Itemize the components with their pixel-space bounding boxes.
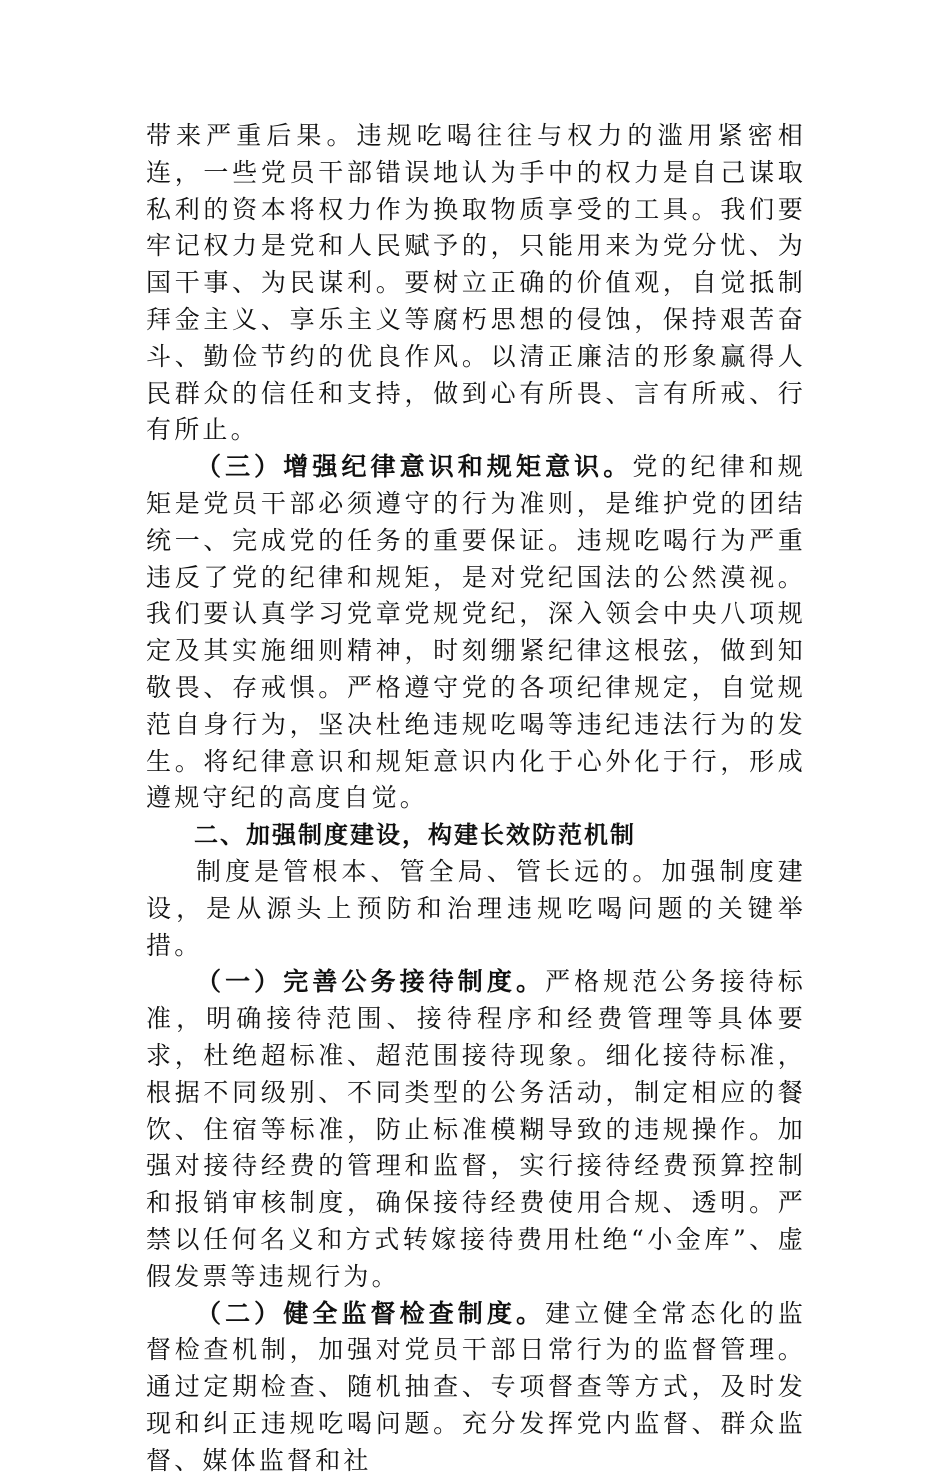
paragraph-lead: （三）增强纪律意识和规矩意识。 [196,452,632,481]
paragraph-text: 制度是管根本、管全局、管长远的。加强制度建设，是从源头上预防和治理违规吃喝问题的关键举措。 [146,857,806,960]
paragraph-text: 党的纪律和规矩是党员干部必须遵守的行为准则，是维护党的团结统一、完成党的任务的重要保证。违规吃喝行为严重违反了党的纪律和规矩，是对党纪国法的公然漠视。我们要认真学习党章党规党纪，深入领会中央八项规定及其实施细则精神，时刻绷紧纪律这根弦，做到知敬畏、存戒惧。严格遵守党的各项纪律规定，自觉规范自身行为，坚决杜绝违规吃喝等违纪违法行为的发生。将纪律意识和规矩意识内化于心外化于行，形成遵规守纪的高度自觉。 [146,452,806,812]
paragraph-supervision-system [146,1296,806,1479]
paragraph-lead: （二）健全监督检查制度。 [196,1299,545,1328]
paragraph-institution-intro [146,854,806,964]
paragraph-power-abuse [146,118,806,449]
document-body [146,118,806,1479]
paragraph-text: 严格规范公务接待标准，明确接待范围、接待程序和经费管理等具体要求，杜绝超标准、超范围接待现象。细化接待标准，根据不同级别、不同类型的公务活动，制定相应的餐饮、住宿等标准，防止标准模糊导致的违规操作。加强对接待经费的管理和监督，实行接待经费预算控制和报销审核制度，确保接待经费使用合规、透明。严禁以任何名义和方式转嫁接待费用杜绝“小金库”、虚假发票等违规行为。 [146,967,806,1290]
paragraph-lead: （一）完善公务接待制度。 [196,967,545,996]
paragraph-discipline-awareness [146,449,806,817]
section-heading: 二、加强制度建设，构建长效防范机制 [146,817,806,854]
paragraph-text: 带来严重后果。违规吃喝往往与权力的滥用紧密相连，一些党员干部错误地认为手中的权力是自己谋取私利的资本将权力作为换取物质享受的工具。我们要牢记权力是党和人民赋予的，只能用来为党分忧、为国干事、为民谋利。要树立正确的价值观，自觉抵制拜金主义、享乐主义等腐朽思想的侵蚀，保持艰苦奋斗、勤俭节约的优良作风。以清正廉洁的形象赢得人民群众的信任和支持，做到心有所畏、言有所戒、行有所止。 [146,121,806,444]
paragraph-reception-system [146,964,806,1295]
paragraph-text: 建立健全常态化的监督检查机制，加强对党员干部日常行为的监督管理。通过定期检查、随机抽查、专项督查等方式，及时发现和纠正违规吃喝问题。充分发挥党内监督、群众监督、媒体监督和社 [146,1299,806,1475]
